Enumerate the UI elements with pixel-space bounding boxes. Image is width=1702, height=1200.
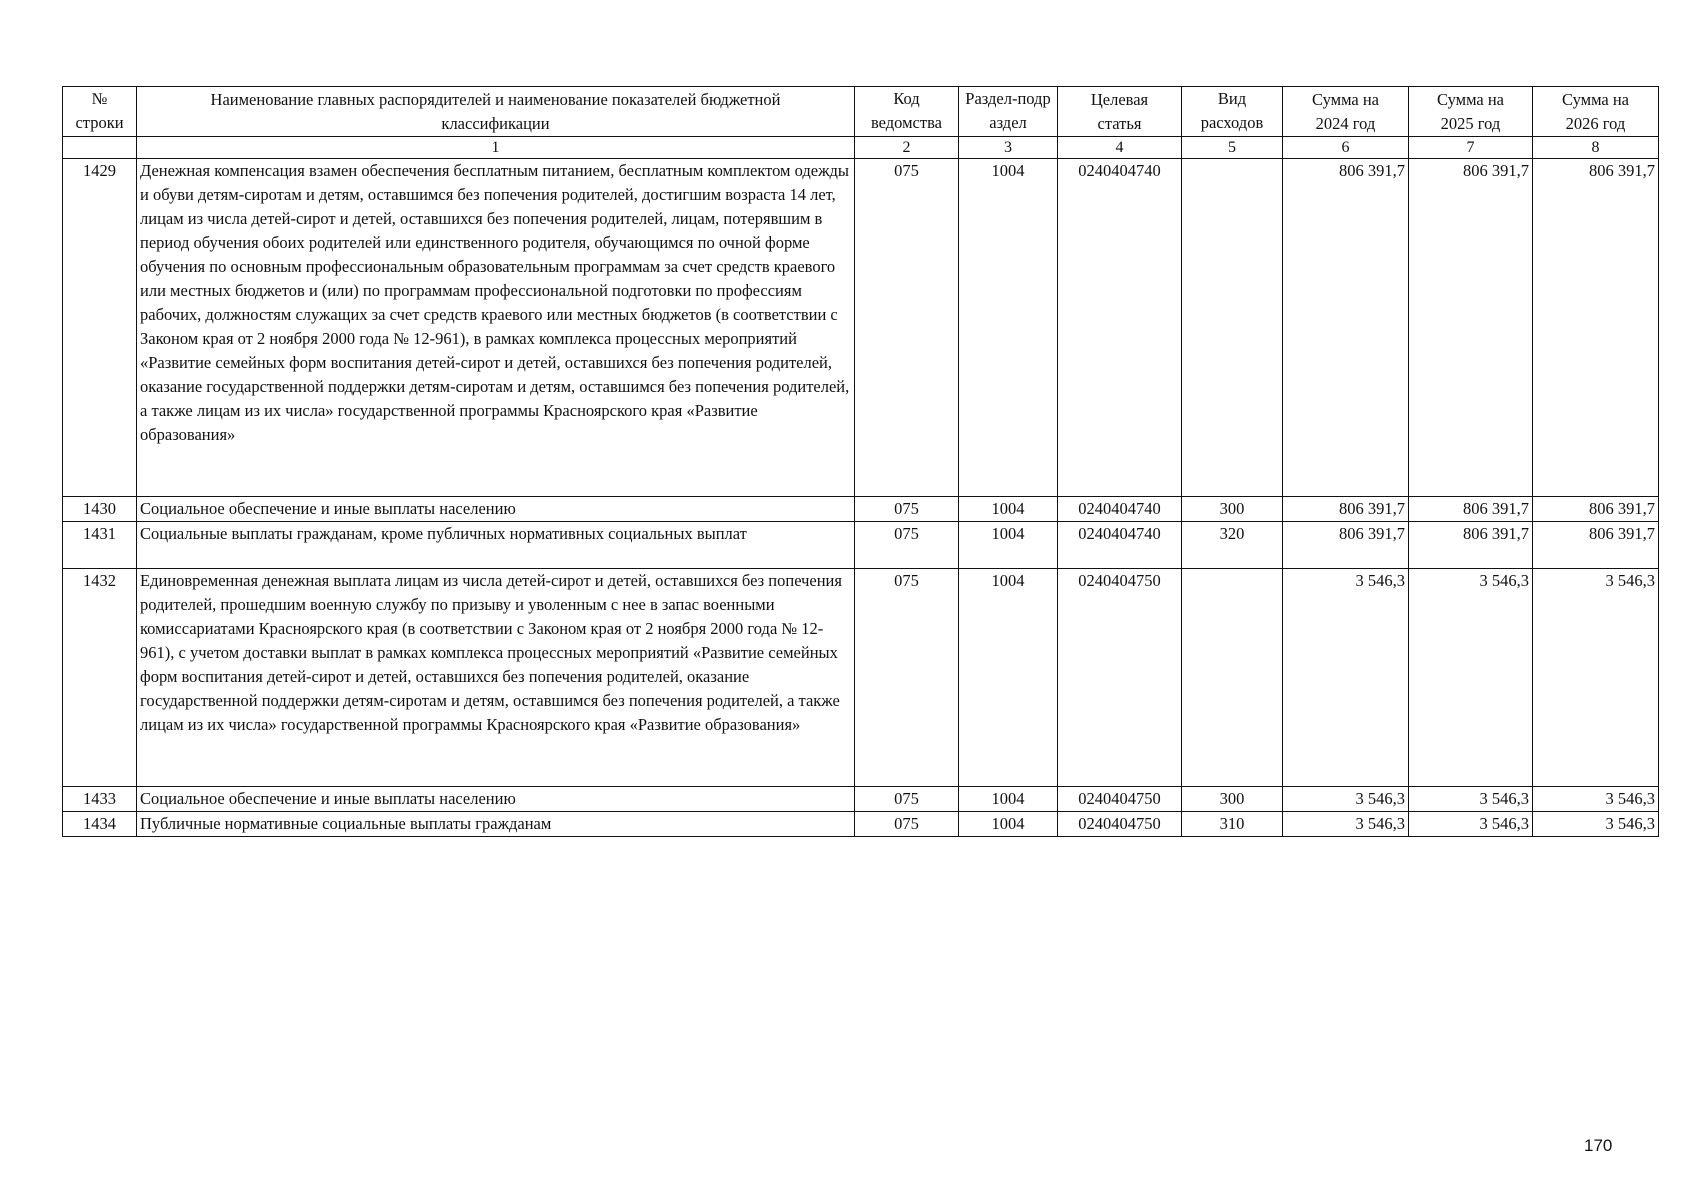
row-sum-2025: 3 546,3	[1409, 812, 1533, 837]
row-agency-code: 075	[855, 497, 959, 522]
row-sum-2026: 806 391,7	[1533, 522, 1659, 569]
row-sum-2026: 3 546,3	[1533, 812, 1659, 837]
budget-table	[62, 86, 1659, 837]
budget-table-container	[62, 86, 1659, 837]
table-row	[63, 569, 1659, 787]
row-target: 0240404750	[1058, 812, 1182, 837]
row-number: 1432	[63, 569, 137, 787]
row-agency-code: 075	[855, 812, 959, 837]
row-sum-2026: 3 546,3	[1533, 569, 1659, 787]
header-agency-code: Код ведомства	[855, 87, 959, 137]
table-row	[63, 159, 1659, 497]
row-expense-type: 310	[1182, 812, 1283, 837]
row-number: 1430	[63, 497, 137, 522]
row-name: Социальное обеспечение и иные выплаты населению	[137, 787, 855, 812]
row-sum-2025: 806 391,7	[1409, 522, 1533, 569]
row-agency-code: 075	[855, 522, 959, 569]
header-expense-type: Вид расходов	[1182, 87, 1283, 137]
table-row	[63, 812, 1659, 837]
column-numbers-row	[63, 137, 1659, 159]
row-number: 1433	[63, 787, 137, 812]
row-section: 1004	[959, 787, 1058, 812]
column-number: 4	[1058, 137, 1182, 159]
header-name: Наименование главных распорядителей и наименование показателей бюджетной классификации	[137, 87, 855, 137]
row-sum-2024: 3 546,3	[1283, 569, 1409, 787]
row-name: Единовременная денежная выплата лицам из числа детей-сирот и детей, оставшихся без попечения родителей, прошедшим военную службу по призыву и уволенным с нее в запас военными комиссариатами Красноярского края (в соответствии с Законом края от 2 ноября 2000 года № 12-961), с учетом доставки выплат в рамках комплекса процессных мероприятий «Развитие семейных форм воспитания детей-сирот и детей, оставшихся без попечения родителей, оказание государственной поддержки детям-сиротам и детям, оставшимся без попечения родителей, а также лицам из их числа» государственной программы Красноярского края «Развитие образования»	[137, 569, 855, 787]
page-number: 170	[1584, 1136, 1613, 1155]
row-sum-2025: 806 391,7	[1409, 159, 1533, 497]
row-number: 1429	[63, 159, 137, 497]
row-section: 1004	[959, 569, 1058, 787]
row-expense-type	[1182, 569, 1283, 787]
header-row-no: № строки	[63, 87, 137, 137]
row-target: 0240404750	[1058, 787, 1182, 812]
column-number: 1	[137, 137, 855, 159]
row-name: Публичные нормативные социальные выплаты гражданам	[137, 812, 855, 837]
row-expense-type: 320	[1182, 522, 1283, 569]
row-sum-2024: 3 546,3	[1283, 787, 1409, 812]
row-sum-2026: 3 546,3	[1533, 787, 1659, 812]
row-number: 1431	[63, 522, 137, 569]
row-expense-type: 300	[1182, 787, 1283, 812]
column-number: 6	[1283, 137, 1409, 159]
row-section: 1004	[959, 159, 1058, 497]
column-number: 8	[1533, 137, 1659, 159]
row-section: 1004	[959, 812, 1058, 837]
row-target: 0240404740	[1058, 497, 1182, 522]
row-agency-code: 075	[855, 569, 959, 787]
table-row	[63, 497, 1659, 522]
row-section: 1004	[959, 522, 1058, 569]
row-number: 1434	[63, 812, 137, 837]
column-number	[63, 137, 137, 159]
row-section: 1004	[959, 497, 1058, 522]
table-row	[63, 522, 1659, 569]
row-sum-2024: 806 391,7	[1283, 497, 1409, 522]
header-target: Целевая статья	[1058, 87, 1182, 137]
row-name: Социальные выплаты гражданам, кроме публичных нормативных социальных выплат	[137, 522, 855, 569]
row-sum-2026: 806 391,7	[1533, 159, 1659, 497]
header-row	[63, 87, 1659, 137]
row-sum-2026: 806 391,7	[1533, 497, 1659, 522]
row-expense-type	[1182, 159, 1283, 497]
row-sum-2024: 806 391,7	[1283, 522, 1409, 569]
header-sum-2024: Сумма на 2024 год	[1283, 87, 1409, 137]
column-number: 7	[1409, 137, 1533, 159]
row-sum-2025: 3 546,3	[1409, 787, 1533, 812]
column-number: 5	[1182, 137, 1283, 159]
row-target: 0240404740	[1058, 522, 1182, 569]
row-target: 0240404740	[1058, 159, 1182, 497]
header-sum-2026: Сумма на 2026 год	[1533, 87, 1659, 137]
row-name: Социальное обеспечение и иные выплаты населению	[137, 497, 855, 522]
row-sum-2025: 3 546,3	[1409, 569, 1533, 787]
header-sum-2025: Сумма на 2025 год	[1409, 87, 1533, 137]
column-number: 3	[959, 137, 1058, 159]
row-agency-code: 075	[855, 159, 959, 497]
row-target: 0240404750	[1058, 569, 1182, 787]
row-expense-type: 300	[1182, 497, 1283, 522]
row-sum-2024: 3 546,3	[1283, 812, 1409, 837]
table-row	[63, 787, 1659, 812]
row-sum-2025: 806 391,7	[1409, 497, 1533, 522]
row-name: Денежная компенсация взамен обеспечения бесплатным питанием, бесплатным комплектом одежды и обуви детям-сиротам и детям, оставшимся без попечения родителей, достигшим возраста 14 лет, лицам из числа детей-сирот и детей, оставшихся без попечения родителей, лицам, потерявшим в период обучения обоих родителей или единственного родителя, обучающимся по очной форме обучения по основным профессиональным образовательным программам за счет средств краевого или местных бюджетов и (или) по программам профессиональной подготовки по профессиям рабочих, должностям служащих за счет средств краевого или местных бюджетов (в соответствии с Законом края от 2 ноября 2000 года № 12-961), в рамках комплекса процессных мероприятий «Развитие семейных форм воспитания детей-сирот и детей, оставшихся без попечения родителей, оказание государственной поддержки детям-сиротам и детям, оставшимся без попечения родителей, а также лицам из их числа» государственной программы Красноярского края «Развитие образования»	[137, 159, 855, 497]
row-sum-2024: 806 391,7	[1283, 159, 1409, 497]
row-agency-code: 075	[855, 787, 959, 812]
header-section: Раздел-подраздел	[959, 87, 1058, 137]
column-number: 2	[855, 137, 959, 159]
